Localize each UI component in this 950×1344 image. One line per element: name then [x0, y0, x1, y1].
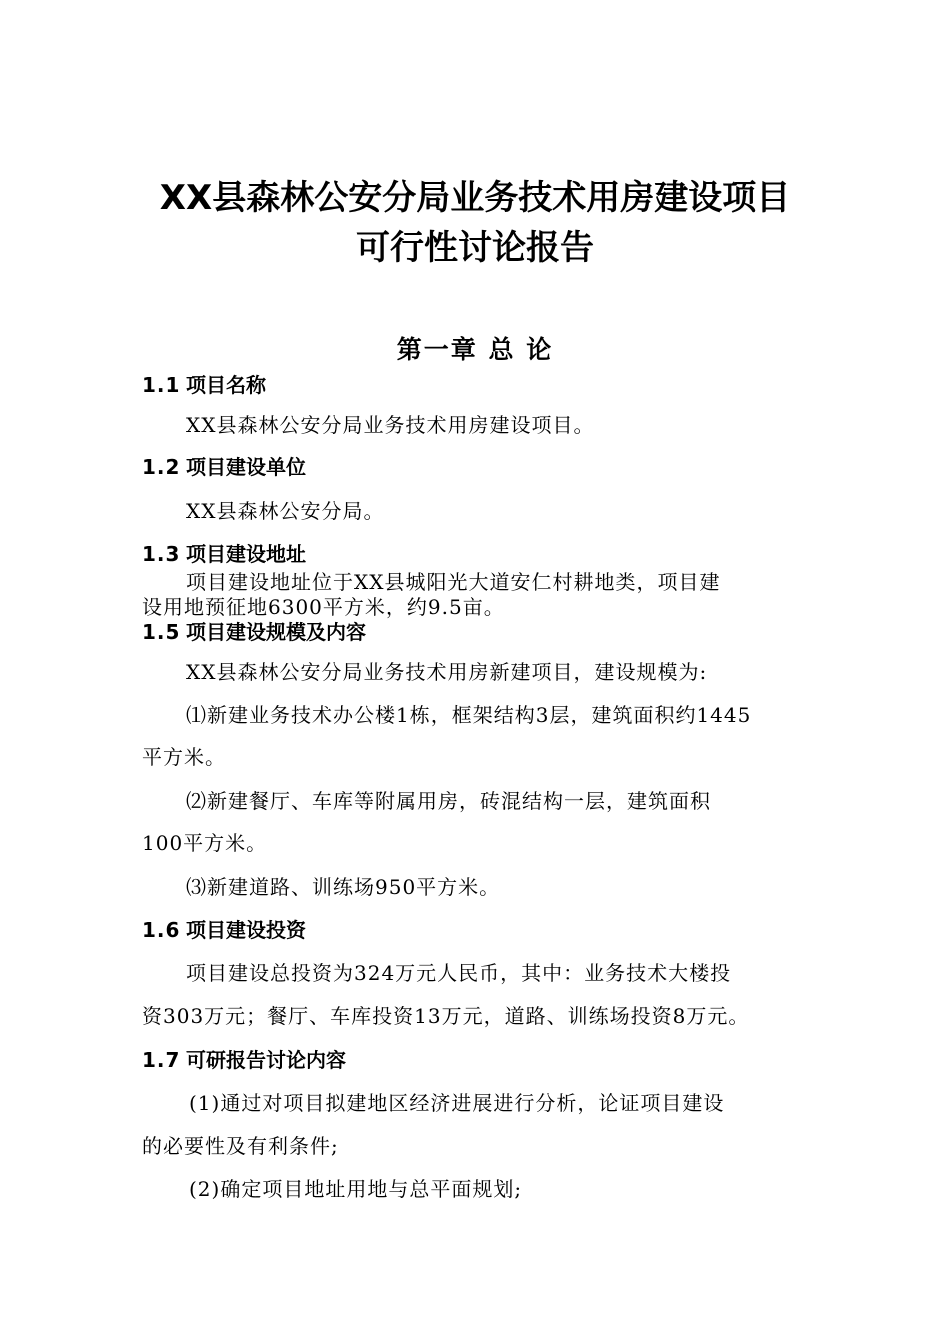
- section-1-3-line-2: 设用地预征地6300平方米，约9.5亩。: [142, 595, 505, 619]
- section-title: 项目建设投资: [186, 918, 306, 942]
- section-title: 项目建设地址: [186, 542, 306, 566]
- section-1-5-item-3: ⑶新建道路、训练场950平方米。: [186, 875, 501, 899]
- section-1-5-intro: XX县森林公安分局业务技术用房新建项目，建设规模为:: [186, 660, 708, 684]
- section-1-7-item-1-line-1: (1)通过对项目拟建地区经济进展进行分析，论证项目建设: [189, 1091, 725, 1115]
- section-1-5-item-2-line-2: 100平方米。: [142, 831, 268, 855]
- section-1-3-line-1: 项目建设地址位于XX县城阳光大道安仁村耕地类，项目建: [186, 570, 721, 594]
- chapter-title: 第一章 总 论: [396, 335, 554, 364]
- section-1-5-item-1-line-2: 平方米。: [142, 745, 226, 769]
- section-1-6-line-2: 资303万元；餐厅、车库投资13万元，道路、训练场投资8万元。: [142, 1004, 750, 1028]
- section-heading-1-7: [142, 1045, 346, 1075]
- section-1-7-item-2: (2)确定项目地址用地与总平面规划;: [189, 1177, 523, 1201]
- section-heading-1-5: [142, 617, 366, 647]
- section-number: 1.7: [142, 1048, 181, 1072]
- section-number: 1.2: [142, 455, 181, 479]
- document-title-line-2: 可行性讨论报告: [356, 228, 594, 268]
- section-number: 1.5: [142, 620, 181, 644]
- section-title: 项目名称: [186, 373, 266, 397]
- section-heading-1-6: [142, 915, 306, 945]
- section-1-7-item-1-line-2: 的必要性及有利条件;: [142, 1134, 339, 1158]
- section-number: 1.6: [142, 918, 181, 942]
- section-1-2-text: XX县森林公安分局。: [186, 499, 385, 523]
- section-heading-1-2: [142, 452, 306, 482]
- section-title: 项目建设规模及内容: [186, 620, 366, 644]
- section-1-5-item-1-line-1: ⑴新建业务技术办公楼1栋，框架结构3层，建筑面积约1445: [186, 703, 752, 727]
- document-title-line-1: XX县森林公安分局业务技术用房建设项目: [159, 178, 791, 218]
- section-heading-1-3: [142, 539, 306, 569]
- section-title: 项目建设单位: [186, 455, 306, 479]
- section-1-6-line-1: 项目建设总投资为324万元人民币，其中：业务技术大楼投: [186, 961, 732, 985]
- section-title: 可研报告讨论内容: [186, 1048, 346, 1072]
- section-1-1-text: XX县森林公安分局业务技术用房建设项目。: [186, 413, 595, 437]
- section-1-5-item-2-line-1: ⑵新建餐厅、车库等附属用房，砖混结构一层，建筑面积: [186, 789, 711, 813]
- section-number: 1.1: [142, 373, 181, 397]
- section-number: 1.3: [142, 542, 181, 566]
- section-heading-1-1: [142, 370, 266, 400]
